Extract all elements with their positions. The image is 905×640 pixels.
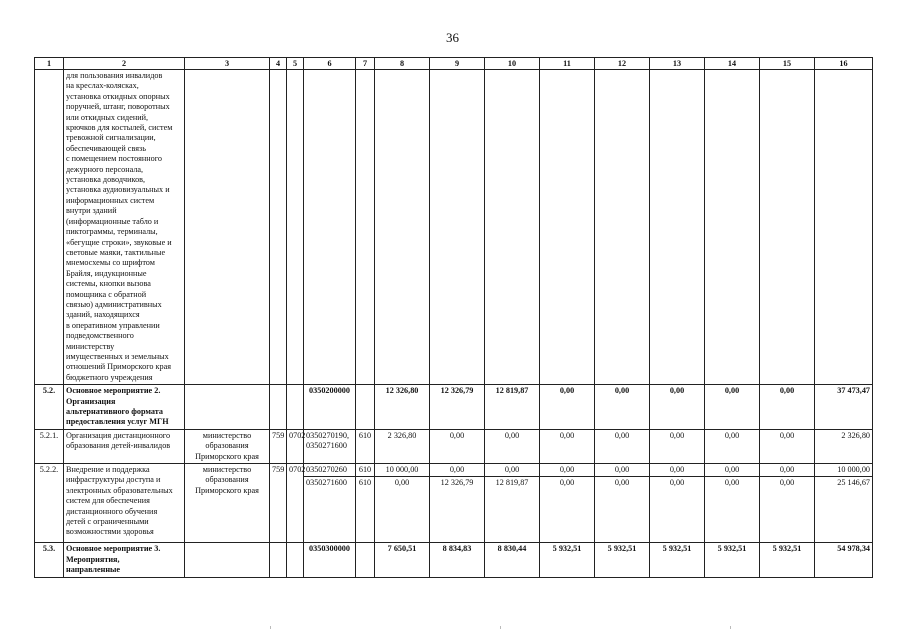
col-header: 15 (760, 58, 815, 70)
cell-total: 54 978,34 (815, 543, 873, 577)
cell-value: 2 326,80 (375, 429, 430, 463)
budget-table (34, 57, 873, 578)
row-id: 5.2.2. (35, 464, 64, 543)
col-header: 6 (304, 58, 356, 70)
row-id: 5.3. (35, 543, 64, 577)
col-header: 1 (35, 58, 64, 70)
col-header: 8 (375, 58, 430, 70)
cell-value: 0,00 (650, 385, 705, 430)
row-id: 5.2.1. (35, 429, 64, 463)
cell-value: 0,00 (650, 464, 705, 477)
row-id (35, 70, 64, 385)
page-number: 36 (446, 30, 459, 45)
cell-value: 0,00 (430, 464, 485, 477)
cell-value: 0,00 (760, 464, 815, 477)
row-id: 5.2. (35, 385, 64, 430)
cell-value: 0,00 (595, 385, 650, 430)
col-header: 11 (540, 58, 595, 70)
col-header: 9 (430, 58, 485, 70)
cell-value: 5 932,51 (595, 543, 650, 577)
col-header: 12 (595, 58, 650, 70)
cell-value: 0,00 (760, 477, 815, 543)
cell-value: 0,00 (760, 429, 815, 463)
row-executor: министерство образования Приморского края (185, 464, 270, 543)
cell-value: 12 326,79 (430, 385, 485, 430)
cell-value: 12 819,87 (485, 477, 540, 543)
table-row (35, 385, 873, 430)
row-vr: 610 (356, 477, 375, 543)
cell-value: 8 834,83 (430, 543, 485, 577)
table-row (35, 429, 873, 463)
cell-value: 8 830,44 (485, 543, 540, 577)
col-header: 16 (815, 58, 873, 70)
table-row (35, 464, 873, 477)
cell-value: 0,00 (595, 477, 650, 543)
cell-total: 10 000,00 (815, 464, 873, 477)
header-row (35, 58, 873, 70)
row-rzpr: 0702 (287, 464, 304, 543)
cell-value: 0,00 (430, 429, 485, 463)
cell-value: 5 932,51 (705, 543, 760, 577)
cell-value: 7 650,51 (375, 543, 430, 577)
cell-value: 5 932,51 (540, 543, 595, 577)
row-csr: 0350270260 (304, 464, 356, 477)
cell-value: 0,00 (705, 385, 760, 430)
cell-value: 0,00 (705, 477, 760, 543)
table-row (35, 543, 873, 577)
cell-total: 2 326,80 (815, 429, 873, 463)
col-header: 2 (64, 58, 185, 70)
cell-value: 0,00 (650, 477, 705, 543)
row-rzpr: 0702 (287, 429, 304, 463)
row-csr: 0350271600 (304, 477, 356, 543)
cell-value: 0,00 (540, 385, 595, 430)
table-row (35, 70, 873, 385)
col-header: 13 (650, 58, 705, 70)
row-grbs: 759 (270, 429, 287, 463)
row-csr: 0350200000 (304, 385, 356, 430)
cell-value: 0,00 (540, 477, 595, 543)
cell-value: 0,00 (485, 429, 540, 463)
cell-value: 10 000,00 (375, 464, 430, 477)
cell-value: 0,00 (540, 464, 595, 477)
cell-value: 0,00 (705, 429, 760, 463)
cell-value: 12 326,80 (375, 385, 430, 430)
col-header: 14 (705, 58, 760, 70)
row-name: Основное мероприятие 2. Организация альтернативного формата предоставления услуг МГН (64, 385, 185, 430)
cell-value: 12 819,87 (485, 385, 540, 430)
cell-value: 0,00 (650, 429, 705, 463)
cell-value: 0,00 (485, 464, 540, 477)
cell-value: 0,00 (595, 464, 650, 477)
cell-value: 5 932,51 (760, 543, 815, 577)
cell-value: 0,00 (705, 464, 760, 477)
cell-value: 5 932,51 (650, 543, 705, 577)
scan-artifacts (0, 626, 905, 636)
cell-total: 25 146,67 (815, 477, 873, 543)
row-csr: 0350300000 (304, 543, 356, 577)
row-name: для пользования инвалидов на креслах-колясках, установка откидных опорных поручней, штанг, поворотных или откидных сидений, крючков для костылей, систем тревожной сигнализации, обеспечивающей связь с помещением постоянного дежурного персонала, установка доводчиков, установка аудиовизуальных и информационных систем внутри зданий (информационные табло и пиктограммы, терминалы, «бегущие строки», звуковые и световые маяки, тактильные мнемосхемы со шрифтом Брайля, индукционные системы, кнопки вызова помощника с обратной связью) административных зданий, находящихся в оперативном управлении подведомственного министерству имущественных и земельных отношений Приморского края бюджетного учреждения (64, 70, 185, 385)
col-header: 7 (356, 58, 375, 70)
col-header: 4 (270, 58, 287, 70)
row-name: Внедрение и поддержка инфраструктуры доступа и электронных образовательных систем для обеспечения дистанционного обучения детей с ограниченными возможностями здоровья (64, 464, 185, 543)
row-csr: 0350270190, 0350271600 (304, 429, 356, 463)
col-header: 10 (485, 58, 540, 70)
row-name: Основное мероприятие 3. Мероприятия, направленные (64, 543, 185, 577)
cell-value: 12 326,79 (430, 477, 485, 543)
cell-value: 0,00 (760, 385, 815, 430)
row-grbs: 759 (270, 464, 287, 543)
row-vr: 610 (356, 429, 375, 463)
row-name: Организация дистанционного образования детей-инвалидов (64, 429, 185, 463)
cell-value: 0,00 (375, 477, 430, 543)
cell-value: 0,00 (595, 429, 650, 463)
row-vr: 610 (356, 464, 375, 477)
col-header: 5 (287, 58, 304, 70)
col-header: 3 (185, 58, 270, 70)
row-executor: министерство образования Приморского края (185, 429, 270, 463)
cell-total: 37 473,47 (815, 385, 873, 430)
cell-value: 0,00 (540, 429, 595, 463)
